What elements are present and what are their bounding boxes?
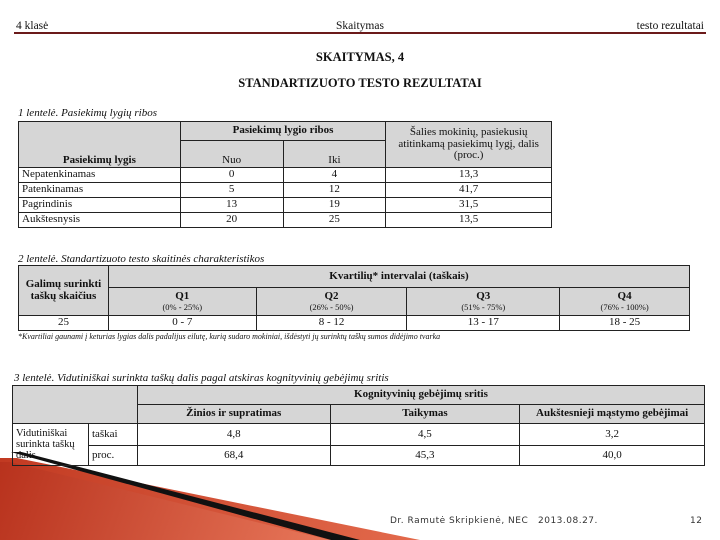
page-title: SKAITYMAS, 4 <box>315 50 405 64</box>
table2 <box>18 265 690 331</box>
points-value: 25 <box>19 316 109 331</box>
table-row <box>19 168 552 183</box>
header-col: Taikymas <box>330 405 520 424</box>
slide-decoration <box>0 462 330 540</box>
table1 <box>18 121 552 228</box>
header-level: Pasiekimų lygis <box>19 122 181 168</box>
cell: 3,2 <box>520 424 705 446</box>
quartile-header <box>407 288 560 316</box>
table-row <box>19 183 552 198</box>
cell: 12 <box>283 183 386 198</box>
cell: 68,4 <box>137 446 330 466</box>
cell: 45,3 <box>330 446 520 466</box>
header-area: Kognityvinių gebėjimų sritis <box>137 386 704 405</box>
cell: 4,5 <box>330 424 520 446</box>
footer-date: 2013.08.27. <box>538 516 598 526</box>
table-row <box>19 198 552 213</box>
page-number: 12 <box>690 516 703 526</box>
cell: 13,5 <box>386 213 552 228</box>
table3 <box>12 385 705 466</box>
cell: 41,7 <box>386 183 552 198</box>
quartile-header <box>108 288 256 316</box>
header-col: Žinios ir supratimas <box>137 405 330 424</box>
quartile-header <box>256 288 407 316</box>
cell: 13,3 <box>386 168 552 183</box>
quartile-label: Q3 <box>476 290 491 303</box>
cell: 31,5 <box>386 198 552 213</box>
header-quartiles: Kvartilių* intervalai (taškais) <box>108 266 689 288</box>
header-col: Aukštesnieji mąstymo gebėjimai <box>520 405 705 424</box>
quartile-range: (51% - 75%) <box>461 301 506 312</box>
quartile-value: 13 - 17 <box>407 316 560 331</box>
table1-caption: 1 lentelė. Pasiekimų lygių ribos <box>18 107 157 119</box>
header-right: testo rezultatai <box>636 20 704 32</box>
quartile-value: 18 - 25 <box>560 316 690 331</box>
header-bounds: Pasiekimų lygio ribos <box>180 122 386 141</box>
cell: 0 <box>180 168 283 183</box>
cell: 25 <box>283 213 386 228</box>
quartile-label: Q1 <box>175 290 190 303</box>
table-row <box>19 213 552 228</box>
cell: 19 <box>283 198 386 213</box>
footer-author: Dr. Ramutė Skripkienė, NEC <box>390 516 529 526</box>
cell: Nepatenkinamas <box>19 168 181 183</box>
table3-caption: 3 lentelė. Vidutiniškai surinkta taškų dalis pagal atskiras kognityvinių gebėjimų sritis <box>14 372 389 384</box>
cell: 40,0 <box>520 446 705 466</box>
header-points: Galimų surinkti taškų skaičius <box>19 266 109 316</box>
header-rule <box>14 32 706 34</box>
cell: 4,8 <box>137 424 330 446</box>
cell: 5 <box>180 183 283 198</box>
cell: 13 <box>180 198 283 213</box>
quartile-label: Q4 <box>617 290 632 303</box>
quartile-range: (76% - 100%) <box>600 301 649 312</box>
quartile-header <box>560 288 690 316</box>
table2-caption: 2 lentelė. Standartizuoto testo skaitinės charakteristikos <box>18 253 265 265</box>
page-subtitle: STANDARTIZUOTO TESTO REZULTATAI <box>238 76 482 90</box>
cell: Aukštesnysis <box>19 213 181 228</box>
header-center: Skaitymas <box>336 20 384 32</box>
cell: 4 <box>283 168 386 183</box>
footnote: *Kvartiliai gaunami į keturias lygias dalis padalijus eilutę, kurią sudaro mokiniai, išdėstyti jų surinktų taškų sumos didėjimo tvarka <box>18 332 441 341</box>
header-left: 4 klasė <box>16 20 49 32</box>
cell: 20 <box>180 213 283 228</box>
quartile-range: (0% - 25%) <box>162 301 203 312</box>
row-label: Vidutiniškai surinkta taškų dalis <box>13 424 89 466</box>
quartile-value: 0 - 7 <box>108 316 256 331</box>
quartile-value: 8 - 12 <box>256 316 407 331</box>
quartile-label: Q2 <box>324 290 339 303</box>
header-to: Iki <box>283 141 386 168</box>
unit: taškai <box>88 424 137 446</box>
header-from: Nuo <box>180 141 283 168</box>
cell: Patenkinamas <box>19 183 181 198</box>
cell: Pagrindinis <box>19 198 181 213</box>
quartile-range: (26% - 50%) <box>309 301 354 312</box>
unit: proc. <box>88 446 137 466</box>
header-share: Šalies mokinių, pasiekusių atitinkamą pasiekimų lygį, dalis (proc.) <box>386 122 552 168</box>
